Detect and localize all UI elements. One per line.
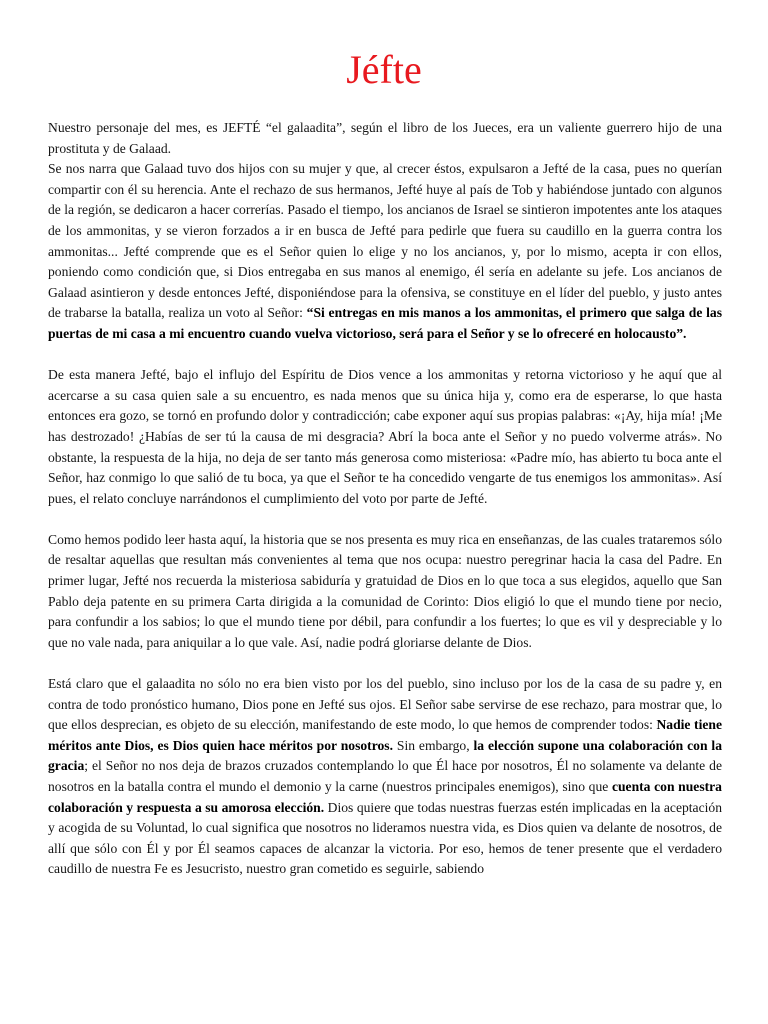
bold-text: “Si entregas en mis manos a los ammonitas, el primero que salga de las puertas de mi casa a mi encuentro cuando vuelva victorioso, será para el Señor y se lo ofreceré en holocausto”.	[48, 305, 722, 341]
document-body	[48, 118, 722, 880]
body-text-run: Dios quiere que todas nuestras fuerzas estén implicadas en la aceptación y acogida de su Voluntad, lo cual significa que nosotros no lideramos nuestra vida, es Dios quien va delante de nosotros, de allí que sólo con Él y por Él seamos capaces de alcanzar la victoria. Por eso, hemos de tener presente que el verdadero caudillo de nuestra Fe es Jesucristo, nuestro gran cometido es seguirle, sabiendo	[48, 799, 722, 877]
body-paragraph	[48, 118, 722, 159]
body-text-run: Está claro que el galaadita no sólo no era bien visto por los del pueblo, sino incluso por los de la casa de su padre y, en contra de todo pronóstico humano, Dios pone en Jefté sus ojos. El Señor sabe servirse de ese rechazo, para mostrar que, lo que ellos desprecian, es objeto de su elección, manifestando de este modo, lo que hemos de comprender todos:	[48, 676, 722, 733]
bold-text: cuenta con nuestra colaboración y respuesta a su amorosa elección.	[48, 779, 722, 815]
body-text-run: De esta manera Jefté, bajo el influjo del Espíritu de Dios vence a los ammonitas y retorna victorioso y he aquí que al acercarse a su casa quien sale a su encuentro, es nada menos que su única hija y, como era de esperarse, lo que hasta entonces era gozo, se tornó en profundo dolor y contradicción; cabe exponer aquí sus propias palabras: «¡Ay, hija mía! ¡Me has destrozado! ¿Habías de ser tú la causa de mi desgracia? Abrí la boca ante el Señor y no puedo volverme atrás». No obstante, la respuesta de la hija, no deja de ser tanto más generosa como misteriosa: «Padre mío, has abierto tu boca ante el Señor, haz conmigo lo que salió de tu boca, ya que el Señor te ha concedido vengarte de tus enemigos los ammonitas». Así pues, el relato concluye narrándonos el cumplimiento del voto por parte de Jefté.	[48, 367, 722, 506]
document-title: Jéfte	[346, 47, 422, 92]
body-paragraph	[48, 674, 722, 880]
body-text-run: Como hemos podido leer hasta aquí, la historia que se nos presenta es muy rica en enseñanzas, de las cuales trataremos sólo de resaltar aquellas que resultan más convenientes al tema que nos ocupa: nuestro peregrinar hacia la casa del Padre. En primer lugar, Jefté nos recuerda la misteriosa sabiduría y gratuidad de Dios en lo que toca a sus elegidos, aquello que San Pablo deja patente en su primera Carta dirigida a la comunidad de Corinto: Dios eligió lo que el mundo tiene por necio, para confundir a los sabios; lo que el mundo tiene por débil, para confundir a los fuertes; lo que es vil y despreciable y lo que no vale nada, para aniquilar a lo que vale. Así, nadie podrá gloriarse delante de Dios.	[48, 531, 722, 650]
body-paragraph	[48, 365, 722, 509]
bold-text: Nadie tiene méritos ante Dios, es Dios quien hace méritos por nosotros.	[48, 717, 722, 753]
body-text-run: Sin embargo,	[392, 737, 474, 753]
body-text-run: Se nos narra que Galaad tuvo dos hijos con su mujer y que, al crecer éstos, expulsaron a Jefté de la casa, pues no querían compartir con él su herencia. Ante el rechazo de sus hermanos, Jefté huye al país de Tob y habiéndose juntado con algunos de la región, se dedicaron a hacer correrías. Pasado el tiempo, los ancianos de Israel se sintieron impotentes ante los ataques de los ammonitas, y se vieron forzados a ir en busca de Jefté para pedirle que fuera su caudillo en la guerra contra los ammonitas... Jefté comprende que es el Señor quien lo elige y no los ancianos, y, por lo mismo, acepta ir con ellos, poniendo como condición que, si Dios entregaba en sus manos al enemigo, él sería en adelante su jefe. Los ancianos de Galaad asintieron y desde entonces Jefté, disponiéndose para la ofensiva, se constituye en el líder del pueblo, y justo antes de trabarse la batalla, realiza un voto al Señor:	[48, 161, 722, 321]
body-text-run: Nuestro personaje del mes, es JEFTÉ “el galaadita”, según el libro de los Jueces, era un valiente guerrero hijo de una prostituta y de Galaad.	[48, 120, 722, 156]
body-paragraph	[48, 530, 722, 654]
bold-text: la elección supone una colaboración con la gracia	[48, 737, 722, 774]
body-paragraph	[48, 159, 722, 344]
body-text-run: ; el Señor no nos deja de brazos cruzados contemplando lo que Él hace por nosotros, Él no solamente va delante de nosotros en la batalla contra el mundo el demonio y la carne (nuestros principales enemigos), sino que	[48, 758, 722, 794]
